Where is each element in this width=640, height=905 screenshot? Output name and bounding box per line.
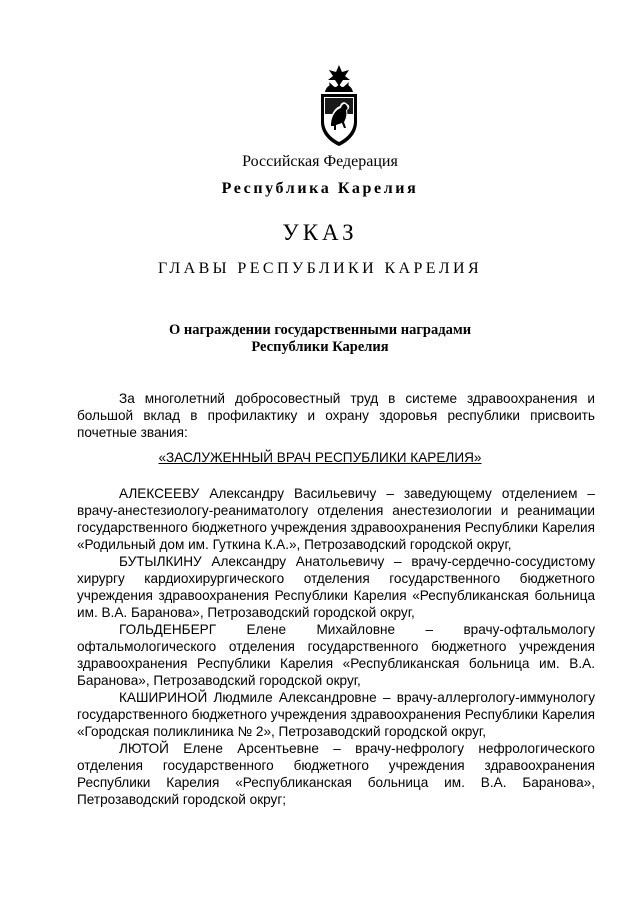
award-title [0,450,640,465]
intro-paragraph: За многолетний добросовестный труд в системе здравоохранения и большой вклад в профилактику и охрану здоровья республики присвоить почетные звания: [77,391,595,440]
republic-line: Республика Карелия [221,180,419,197]
subject-line-2: Республики Карелия [251,339,389,355]
decree-issuer: ГЛАВЫ РЕСПУБЛИКИ КАРЕЛИЯ [157,260,483,277]
awardee-paragraph: ГОЛЬДЕНБЕРГ Елене Михайловне – врачу-офтальмологу офтальмологического отделения государственного бюджетного учреждения здравоохранения Республики Карелия «Республиканская больница им. В.А. Баранова», Петрозаводский городской округ, [77,622,595,688]
federation-line: Российская Федерация [242,153,398,170]
subject-line-1: О награждении государственными наградами [168,322,472,338]
awardee-paragraph: КАШИРИНОЙ Людмиле Александровне – врачу-аллергологу-иммунологу государственного бюджетного учреждения здравоохранения Республики Карелия «Городская поликлиника № 2», Петрозаводский городской округ, [77,690,595,739]
award-title-text: «ЗАСЛУЖЕННЫЙ ВРАЧ РЕСПУБЛИКИ КАРЕЛИЯ» [158,450,482,465]
awardee-paragraph: АЛЕКСЕЕВУ Александру Васильевичу – заведующему отделением – врачу-анестезиологу-реаниматологу отделения анестезиологии и реанимации государственного бюджетного учреждения здравоохранения Республики Карелия «Родильный дом им. Гуткина К.А.», Петрозаводский городской округ, [77,486,595,552]
awardees-list [77,485,595,808]
intro-block [77,390,595,441]
awardee-paragraph: БУТЫЛКИНУ Александру Анатольевичу – врачу-сердечно-сосудистому хирургу кардиохирургического отделения государственного бюджетного учреждения здравоохранения Республики Карелия «Республиканская больница им. В.А. Баранова», Петрозаводский городской округ, [77,554,595,620]
karelia-coat-of-arms-icon [315,64,363,148]
awardee-paragraph: ЛЮТОЙ Елене Арсентьевне – врачу-нефрологу нефрологического отделения государственного бюджетного учреждения здравоохранения Республики Карелия «Республиканская больница им. В.А. Баранова», Петрозаводский городской округ; [77,741,595,807]
decree-subject [0,322,640,356]
decree-title: УКАЗ [282,220,358,245]
